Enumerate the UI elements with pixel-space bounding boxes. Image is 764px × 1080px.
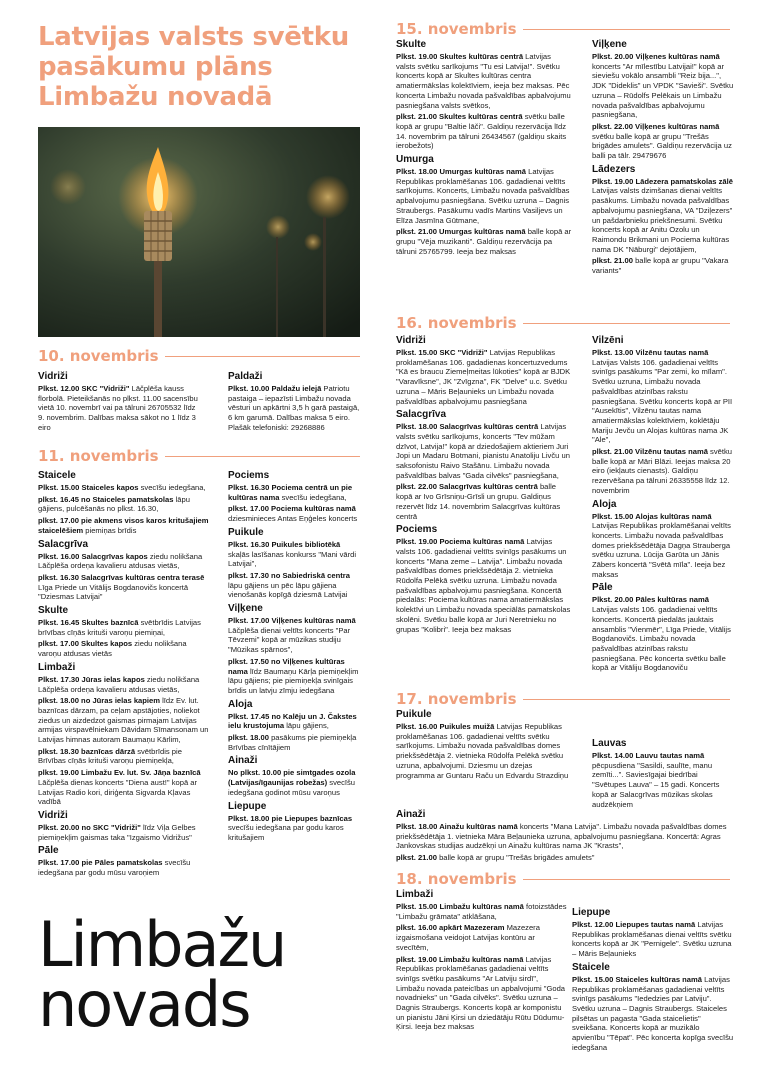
page-title: Latvijas valsts svētku pasākumu plāns Limbažu novadā [38, 22, 349, 112]
location-name: Puikule [396, 709, 432, 720]
events-17-full [396, 806, 734, 865]
event-text: Plkst. 15.00 Staiceles kultūras namā Latvijas Republikas proklamēšanas gadadienai veltīts svinīgs pasākums "Iededzies par Latviju". Svētku uzruna – Dagnis Straubergs. Staiceles pilsētas un pagasta "Gada staicelietis" sveikšana. Koncerts kopā ar muzikālo apvienību "Tēpat". Pēc koncerta kopīga svecīšu iedegšana [572, 974, 734, 1052]
location-name: Vidriži [396, 335, 426, 346]
location-name: Liepupe [572, 907, 611, 918]
day-heading-17: 17. novembris [396, 690, 730, 708]
event-text: plkst. 21.00 balle kopā ar grupu "Vakara variants" [592, 256, 729, 276]
torch-illustration [38, 127, 360, 337]
location-name: Puikule [228, 526, 264, 538]
event-text: plkst. 17.00 pie akmens visos karos kritušajiem staicelēšiem piemiņas brīdis [38, 516, 209, 535]
limbazu-novads-logo: Limbažu novads [38, 908, 286, 1041]
day-heading-18: 18. novembris [396, 870, 730, 888]
location-name: Skulte [396, 39, 427, 50]
location-name: Aloja [228, 698, 253, 710]
event-text: No plkst. 10.00 pie simtgades ozola (Latvijas/Igaunijas robežas) svecīšu iedegšana godinot mūsu varoņus [228, 768, 356, 797]
events-10-left [38, 368, 200, 435]
event-text: Plkst. 20.00 Pāles kultūras namā Latvijas valsts 106. gadadienai veltīts koncerts. Koncertā piedalās jauktais ansamblis "Vienmēr", Līga Priede, Vitālijs Bogdanovičs. Limbažu novada pašvaldības atzinības rakstu pasniegšana. Pēc koncerta svētku balle kopā ar Vitāliju Bogdanoviču [592, 595, 731, 673]
events-11-left [38, 467, 210, 880]
event-text: Plkst. 18.00 Ainažu kultūras namā koncerts "Mana Latvija". Limbažu novada pašvaldības domes priekšsēdētāja 1. vietnieka Māra Beļaunieka uzruna, apbalvojumu pasniegšana. Koncertā: Agras Jankovskas studijas audzēkņi un Ainažu kultūras nama JK "Krasts", [396, 822, 727, 851]
event-text: Plkst. 16.45 Skultes baznīcā svētbrīdis Latvijas brīvības cīņās krituši varoņu piemiņai, [38, 618, 201, 637]
event-text: Plkst. 12.00 Liepupes tautas namā Latvijas Republikas proklamēšanas dienai veltīts svētku koncerts kopā ar JK "Pernigele". Svētku uzruna – Māris Beļaunieks [572, 920, 732, 959]
divider [165, 456, 360, 457]
event-text: Plkst. 18.00 pie Liepupes baznīcas svecīšu iedegšana par godu karos kritušajiem [228, 813, 353, 842]
event-text: plkst. 19.00 Limbažu Ev. lut. Sv. Jāņa baznīcā Lāčplēša dienas koncerts "Diena aust!" kopā ar Latvijas Radio kori, diriģenta Sigvarda Kļavas vadībā [38, 768, 201, 807]
event-text: Plkst. 16.30 Puikules bibliotēkā skaļās lasīšanas konkurss "Mani vārdi Latvijai", [228, 539, 357, 569]
event-text: plkst. 17.00 Pociema kultūras namā dziesminieces Antas Eņģeles koncerts [228, 504, 358, 524]
event-text: plkst. 17.00 Skultes kapos ziedu nolikšana varoņu atdusas vietās [38, 639, 187, 659]
location-name: Staicele [38, 470, 76, 481]
event-text: Plkst. 16.30 Pociema centrā un pie kultūras nama svecīšu iedegšana, [228, 483, 353, 502]
location-name: Salacgrīva [38, 538, 89, 550]
location-name: Ainaži [396, 809, 426, 820]
location-name: Liepupe [228, 800, 267, 812]
events-17-right [592, 735, 734, 811]
event-text: plkst. 17.50 no Viļķenes kultūras nama līdz Baumaņu Kārļa piemiņekļim lāpu gājiens; pie piemiņekļa svinīgais brīdis un latvju zīmju iedegšana [228, 656, 359, 695]
event-text: Plkst. 13.00 Vilzēnu tautas namā Latvijas Valsts 106. gadadienai veltīts svinīgs pasākums "Par zemi, ko mīlam". Svētku uzruna, Limbažu novada pašvaldības atzinības rakstu pasniegšana. Svētku koncerts kopā ar PII "Ausekītis", Vilzēnu tautas nama amatiermākslas kolektīviem, koklētāju Mariju Jevču un Alojas kultūras nama JK "Ale", [592, 348, 733, 445]
events-17-left [396, 706, 572, 782]
location-name: Vidriži [38, 371, 68, 382]
event-text: plkst. 21.00 Vilzēnu tautas namā svētku balle kopā ar Māri Blāzi. Ieejas maksa 20 eiro (iekļauts cienasts). Galdiņu rezervēšana pa tālruni 26335558 līdz 12. novembrim [592, 447, 732, 495]
location-name: Pociems [396, 524, 438, 536]
location-name: Limbaži [38, 661, 76, 673]
event-text: Plkst. 19.00 Lādezera pamatskolas zālē Latvijas valsts dzimšanas dienai veltīts pasākums. Limbažu novada pašvaldības apbalvojumu pasniegšana, VA "Dziļezers" un pašdarbnieku priekšnesumi. Svētku koncerts kopā ar Anitu Ozolu un Raimondu Brikmani un Pociema kultūras nama DK "Nāburgi" dejotājiem, [592, 176, 733, 254]
location-name: Limbaži [396, 889, 434, 900]
events-15-left [396, 36, 572, 258]
event-text: Plkst. 17.45 no Kalēju un J. Čakstes ielu krustojuma lāpu gājiens, [228, 711, 357, 731]
location-name: Salacgrīva [396, 409, 447, 421]
events-18-right [572, 904, 734, 1054]
event-text: plkst. 16.00 apkārt Mazezeram Mazezera izgaismošana veidojot Latvijas kontūru ar svecītēm, [396, 923, 540, 952]
event-text: plkst. 16.30 Salacgrīvas kultūras centra terasē Līga Priede un Vitālijs Bogdanovičs koncertā "Dziesmas Latvijai" [38, 572, 205, 602]
event-text: Plkst. 20.00 no SKC "Vidriži" līdz Viļa Gelbes piemiņekļim gaismas taka "Izgaismo Vidrižus" [38, 822, 196, 842]
day-heading-15: 15. novembris [396, 20, 730, 38]
event-text: Plkst. 15.00 Limbažu kultūras namā fotoizstādes "Limbažu grāmata" atklāšana, [396, 902, 567, 921]
events-16-right [592, 332, 734, 675]
torch-photo [38, 127, 360, 337]
event-text: Plkst. 10.00 Paldažu ielejā Patriotu pastaiga – iepazīsti Limbažu novada vēsturi un apkārtni 3,5 h garā pastaigā, 6 km garumā. Dalības maksa 5 eiro. Plašāk telefoniski: 29268886 [228, 384, 360, 432]
event-text: plkst. 16.45 no Staiceles pamatskolas lāpu gājiens, pulcēšanās no plkst. 16.30, [38, 494, 190, 514]
event-text: plkst. 21.00 balle kopā ar grupu "Trešās brigādes amulets" [396, 853, 595, 863]
location-name: Paldaži [228, 371, 263, 382]
location-name: Umurga [396, 154, 434, 166]
event-text: plkst. 22.00 Salacgrīvas kultūras centrā balle kopā ar Ivo Grīsniņu-Grīsli un grupu. Galdiņus rezervēt līdz 14. novembrim Salacgrīvas kultūras centrā [396, 482, 561, 521]
location-name: Skulte [38, 605, 69, 617]
events-18-left [396, 886, 568, 1034]
events-10-right [228, 368, 362, 435]
event-text: plkst. 21.00 Skultes kultūras centrā svētku balle kopā ar grupu "Baltie lāči". Galdiņu rezervācija līdz 14. novembrim pa tālruni 26434567 (galdiņu skaits ierobežots) [396, 112, 567, 151]
event-text: plkst. 18.00 no Jūras ielas kapiem līdz Ev. lut. baznīcas dārzam, pa ceļam apstājoties, noliekot ziedus un aizdedzot gaismas pirmajam Latvijas armijas virspavēlniekam Dāvidam Sīmansonam un Latvijas himnas autoram Baumaņu Kārlim, [38, 696, 209, 745]
location-name: Lauvas [592, 738, 627, 749]
divider [165, 356, 360, 357]
event-text: Plkst. 17.00 Viļķenes kultūras namā Lāčplēša dienai veltīts koncerts "Par Tēvzemi" kopā ar mūzikas studiju "Mūzikas spārnos", [228, 616, 356, 655]
event-text: Plkst. 17.30 Jūras ielas kapos ziedu nolikšana Lāčplēša ordeņa kavalieru atdusas vietās, [38, 674, 200, 694]
location-name: Ainaži [228, 755, 258, 767]
location-name: Viļķene [228, 603, 263, 615]
event-text: Plkst. 16.00 Salacgrīvas kapos ziedu nolikšana Lāčplēša ordeņa kavalieru atdusas vietās, [38, 551, 203, 571]
event-text: Plkst. 19.00 Pociema kultūras namā Latvijas valsts 106. gadadienai veltīts svinīgs pasākums un koncerts "Mana zeme – Latvija". Limbažu novada pašvaldības domes priekšsēdētāja 2. vietnieka Rūdolfa Pelēkā svētku uzruna. Limbažu novada pašvaldības apbalvojumu pasniegšana. Koncertā piedalās: Pociema kultūras nama amatiermākslas kolektīvi un Limbažu novada speciālās pamatskolas skolēni. Svētku balle kopā ar Juri Neretnieku no grupas "Kolibri". Ieeja bez maksas [396, 537, 571, 634]
event-text: plkst. 21.00 Umurgas kultūras namā balle kopā ar grupu "Vēja muzikanti". Galdiņu rezervācija pa tālruni 25765799. Ieeja bez maksas [396, 227, 572, 256]
event-text: plkst. 18.00 pasākums pie piemiņekļa Brīvības cīnītājiem [228, 733, 357, 752]
location-name: Pāle [38, 845, 59, 857]
events-15-right [592, 36, 734, 278]
event-text: plkst. 17.30 no Sabiedriskā centra lāpu gājiens un pēc lāpu gājiena vienošanās kopīgā dziesmā Latvijai [228, 570, 350, 600]
divider [523, 879, 730, 880]
location-name: Staicele [572, 961, 610, 973]
location-name: Vilzēni [592, 335, 624, 346]
event-text: Plkst. 20.00 Viļķenes kultūras namā koncerts "Ar mīlestību Latvijai!" kopā ar sieviešu vokālo ansambli "Reiz bija...", JDK "Dideklis" un VPDK "Savieši". Svētku uzruna – Rūdolfs Pelēkais un Limbažu novada pašvaldības apbalvojumu pasniegšana, [592, 52, 734, 120]
event-text: Plkst. 19.00 Skultes kultūras centrā Latvijas valsts svētku sarīkojums "Tu esi Latvija!". Svētku koncerts kopā ar Skultes kultūras centra amatiermākslas kolektīviem, ieeja bez maksas. Pēc koncerta Limbažu novada pašvaldības apbalvojumu pasniegšana valsts svētkos, [396, 52, 571, 110]
events-16-left [396, 332, 572, 636]
event-text: Plkst. 15.00 SKC "Vidriži" Latvijas Republikas proklamēšanas 106. gadadienas koncertuzvedums "Kā es braucu Ziemeļmeitas lūkoties" kopā ar BJDK "Varavīksne", JK "Zvīgzna", FK "Delve" u.c. Svētku uzruna – Māris Beļaunieks un Limbažu novada pašvaldības apbalvojumu pasniegšana [396, 348, 571, 406]
event-text: Plkst. 18.00 Salacgrīvas kultūras centrā Latvijas valsts svētku sarīkojums, koncerts "Tev mūžam dzīvot, Latvija!" kopā ar dziedošajiem aktieriem Juri Jopi un Madaru Botmani, pianistu Anatoliju Livču un saksofonistu Raivo Stašānu. Limbažu novada pašvaldības balvas "Gada cilvēks" pasniegšana, [396, 422, 570, 480]
event-text: Plkst. 14.00 Lauvu tautas namā pēcpusdiena "Sasildi, saulīte, manu zemīti...". Saviesīgajai biedrībai "Svētupes Lauva" – 15 gadi. Koncerts kopā ar Salacgrīvas mūzikas skolas audzēkņiem [592, 751, 720, 809]
location-name: Pociems [228, 470, 270, 481]
divider [523, 699, 730, 700]
location-name: Viļķene [592, 39, 627, 50]
day-heading-16: 16. novembris [396, 314, 730, 332]
event-text: plkst. 22.00 Viļķenes kultūras namā svētku balle kopā ar grupu "Trešās brigādes amulets". Galdiņu rezervācija uz balli pa tālr. 29479676 [592, 121, 732, 161]
event-text: Plkst. 12.00 SKC "Vidriži" Lāčplēša kauss florbolā. Pieteikšanās no plkst. 11.00 sacensību vietā 10. novembrī vai pa tālruni 26705532 līdz 9. novembrim. Dalības maksa sākot no 1 līdz 3 eiro [38, 384, 198, 432]
event-text: Plkst. 17.00 pie Pāles pamatskolas svecīšu iedegšana par godu mūsu varoņiem [38, 858, 191, 878]
divider [523, 29, 730, 30]
event-text: plkst. 19.00 Limbažu kultūras namā Latvijas Republikas proklamēšanas gadadienai veltīts svinīgs svētku pasākums "Ar Latviju sirdī", Limbažu novada pateicības un apbalvojumi "Goda novadnieks" un "Gada cilvēks". Svētku uzruna – Dagnis Straubergs. Koncerts kopā ar komponistu un pianistu Jāni Ķirsi un dziedātāju Rūtu Dūdumu-Ķirsi. Ieeja bez maksas [396, 954, 566, 1032]
location-name: Lādezers [592, 163, 636, 175]
event-text: Plkst. 15.00 Alojas kultūras namā Latvijas Republikas proklamēšanai veltīts koncerts. Limbažu novada pašvaldības domes priekšsēdētāja Dagņa Strauberga svētku uzruna. Lūcija Garūta un Jānis Zābers koncertā "Svētā mīla". Ieeja bez maksas [592, 511, 731, 579]
event-text: Plkst. 16.00 Puikules muižā Latvijas Republikas proklamēšanas 106. gadadienai veltīts svētku sarīkojums. Limbažu novada pašvaldības domes priekšsēdētāja 2. vietnieka Rūdolfa Pelēkā svētku uzruna, apbalvojumi. Dziesmu un dzejas programma ar Guntaru Raču un Edvardu Strazdiņu [396, 722, 569, 780]
event-text: plkst. 18.30 baznīcas dārzā svētbrīdis pie Brīvības cīņās krituši varoņu piemiņekļa, [38, 746, 182, 766]
events-11-right [228, 467, 362, 845]
divider [523, 323, 730, 324]
event-text: Plkst. 15.00 Staiceles kapos svecīšu iedegšana, [38, 483, 206, 492]
location-name: Pāle [592, 582, 613, 594]
day-heading-11: 11. novembris [38, 447, 360, 465]
location-name: Aloja [592, 498, 617, 510]
event-text: Plkst. 18.00 Umurgas kultūras namā Latvijas Republikas proklamēšanas 106. gadadienai veltīts sarīkojums. Koncerts, Limbažu novada pašvaldības apbalvojumu pasniegšana. Svētku uzruna – Dagnis Straubergs. Pasākumu vadīs Martins Vasiljevs un Elīza Jasmīna Gūtmane, [396, 167, 570, 225]
day-heading-10: 10. novembris [38, 347, 360, 365]
location-name: Vidriži [38, 809, 68, 821]
